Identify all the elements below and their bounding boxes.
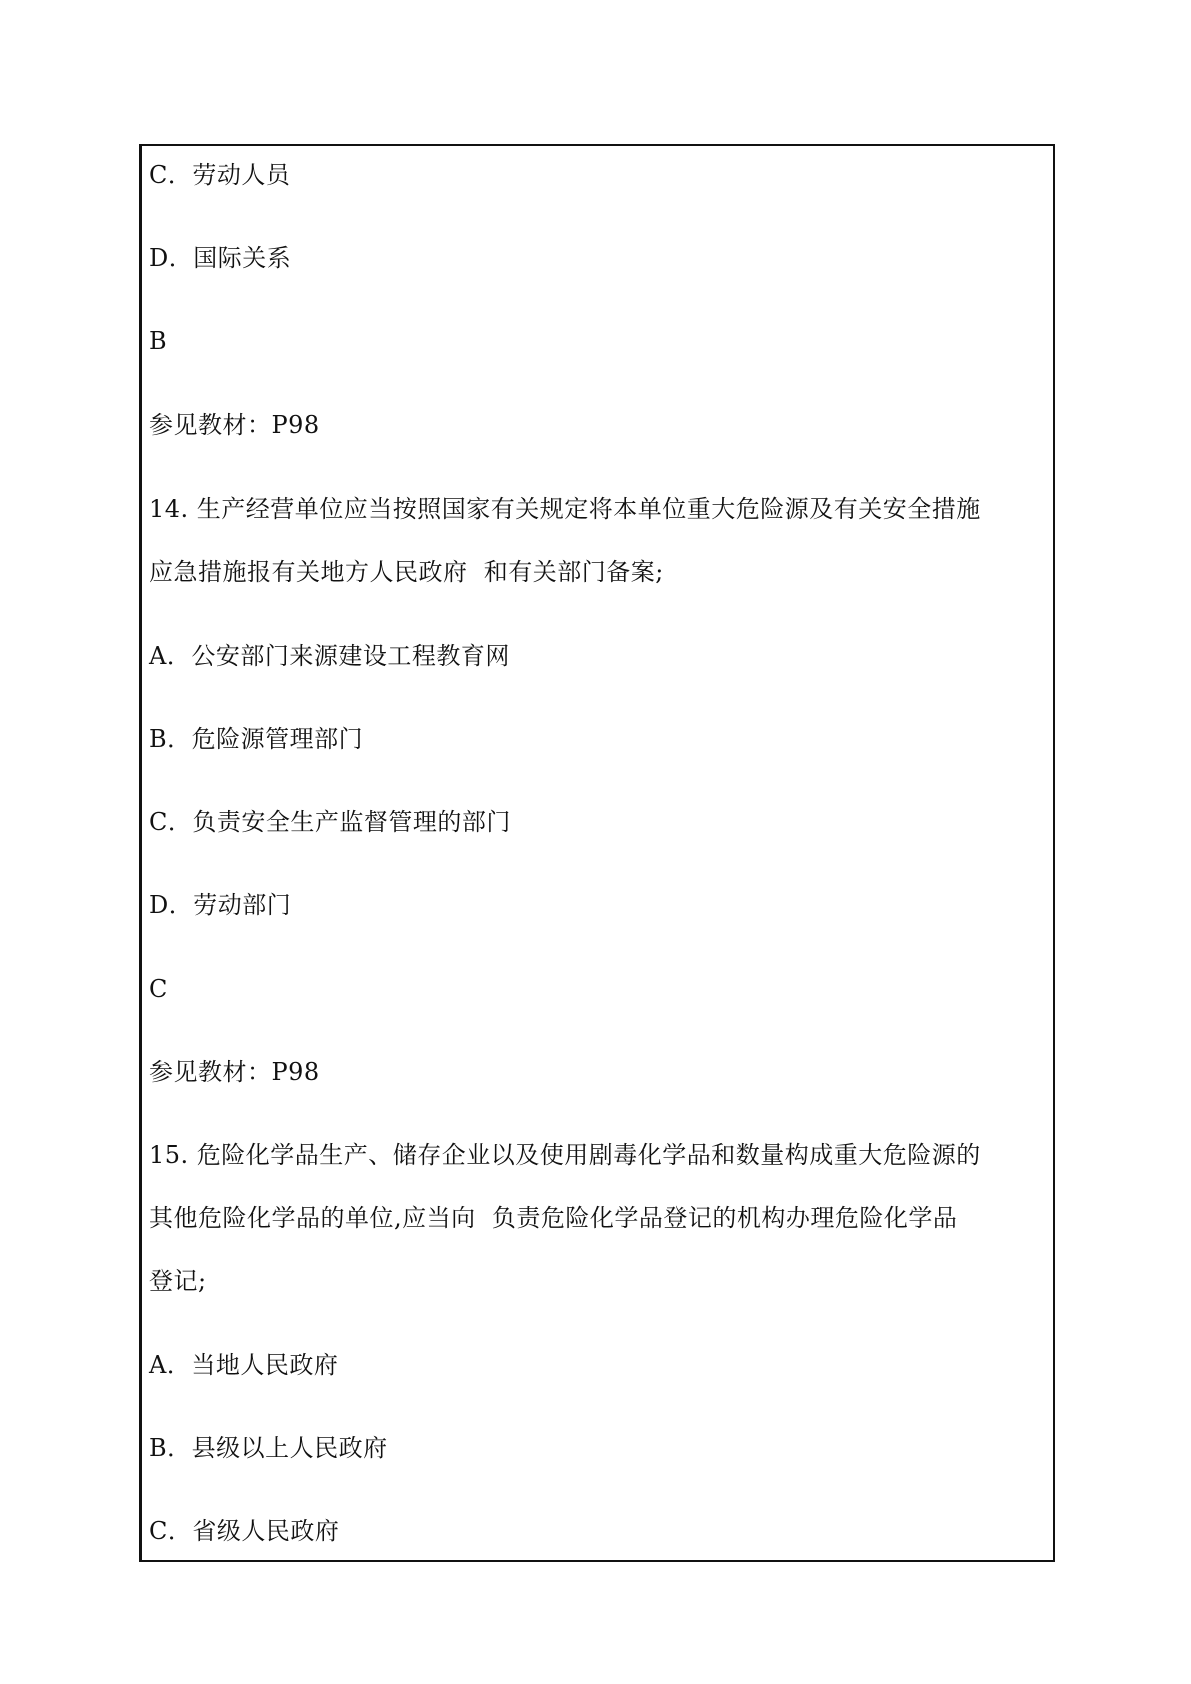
option-c-line: C．省级人民政府	[149, 1517, 340, 1545]
option-d-line: D．劳动部门	[149, 891, 292, 919]
question-15-line-1: 15. 危险化学品生产、储存企业以及使用剧毒化学品和数量构成重大危险源的	[149, 1141, 981, 1169]
option-b-line: B．危险源管理部门	[149, 725, 364, 753]
option-d-line: D．国际关系	[149, 244, 292, 272]
answer-line: C	[149, 975, 168, 1003]
option-c-line: C．劳动人员	[149, 161, 291, 189]
question-15-line-2: 其他危险化学品的单位,应当向 负责危险化学品登记的机构办理危险化学品	[149, 1204, 958, 1232]
reference-line: 参见教材：P98	[149, 411, 320, 439]
answer-line: B	[149, 327, 168, 355]
question-14-line-1: 14. 生产经营单位应当按照国家有关规定将本单位重大危险源及有关安全措施	[149, 495, 981, 523]
option-a-line: A．公安部门来源建设工程教育网	[149, 642, 510, 670]
question-15-line-3: 登记;	[149, 1267, 207, 1295]
option-b-line: B．县级以上人民政府	[149, 1434, 388, 1462]
reference-line: 参见教材：P98	[149, 1058, 320, 1086]
question-14-line-2: 应急措施报有关地方人民政府 和有关部门备案;	[149, 558, 664, 586]
option-a-line: A．当地人民政府	[149, 1351, 339, 1379]
option-c-line: C．负责安全生产监督管理的部门	[149, 808, 511, 836]
